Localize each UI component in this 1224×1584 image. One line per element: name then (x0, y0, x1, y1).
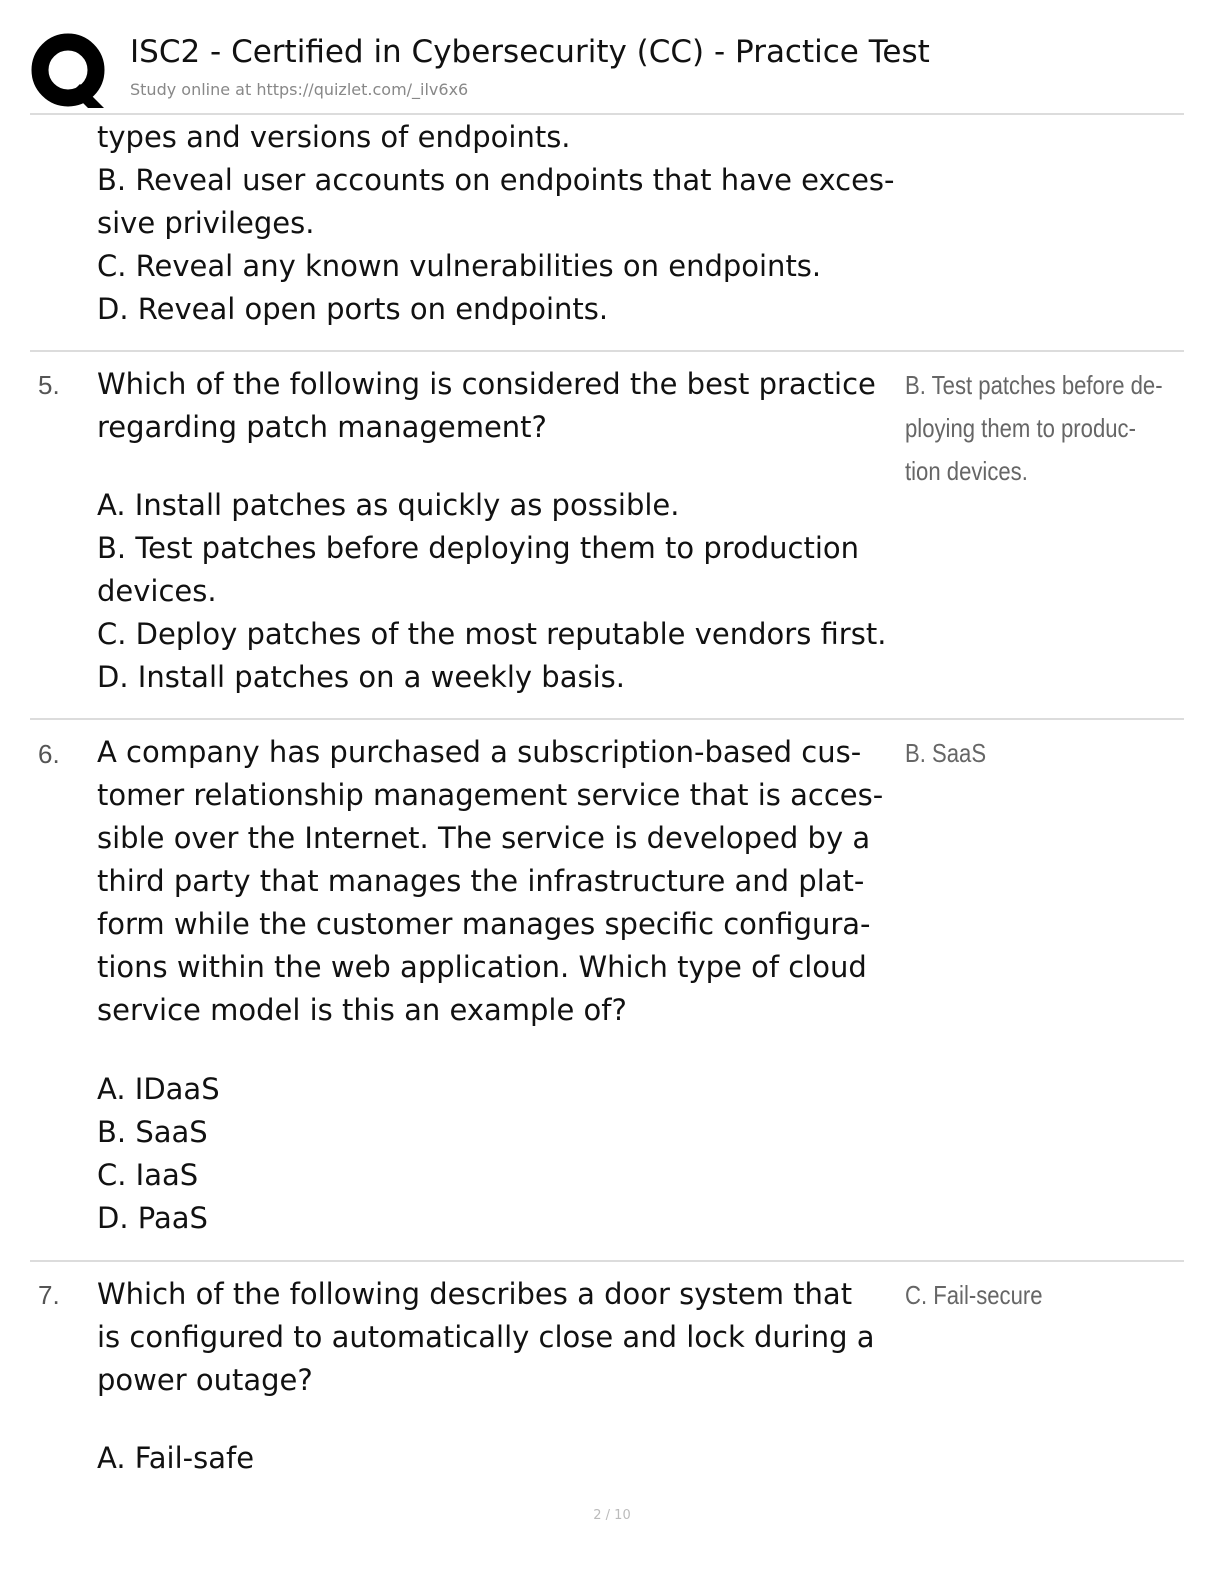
question-line: service model is this an example of? (97, 993, 627, 1027)
divider (30, 113, 1184, 115)
option-line: A. IDaaS (97, 1072, 220, 1106)
answer-line: ploying them to produc- (905, 413, 1136, 443)
question-line: third party that manages the infrastructure and plat- (97, 864, 865, 898)
divider (30, 1260, 1184, 1262)
option-line: A. Install patches as quickly as possible. (97, 488, 680, 522)
question-number: 6. (38, 739, 60, 769)
question-line: Which of the following describes a door system that (97, 1277, 853, 1311)
answer-text (905, 364, 1163, 493)
question-number: 7. (38, 1280, 60, 1310)
option-line: B. Test patches before deploying them to production (97, 531, 860, 565)
option-line: C. Reveal any known vulnerabilities on endpoints. (97, 249, 822, 283)
question-options (97, 1437, 897, 1480)
question-number: 5. (38, 370, 60, 400)
question-line: form while the customer manages specific configura- (97, 907, 871, 941)
page-header (30, 28, 1190, 114)
option-line: A. Fail-safe (97, 1441, 255, 1475)
answer-text (905, 1274, 1143, 1317)
answer-line: B. Test patches before de- (905, 370, 1163, 400)
answer-line: tion devices. (905, 456, 1028, 486)
option-line: B. Reveal user accounts on endpoints that have exces- (97, 163, 895, 197)
quizlet-logo-icon (30, 32, 110, 112)
study-online-link[interactable]: Study online at https://quizlet.com/_ilv6x6 (130, 80, 469, 99)
question-options (97, 1068, 897, 1240)
option-line: types and versions of endpoints. (97, 120, 571, 154)
option-line: D. PaaS (97, 1201, 208, 1235)
continued-question-options (97, 116, 897, 331)
question-line: tions within the web application. Which type of cloud (97, 950, 867, 984)
document-title: ISC2 - Certified in Cybersecurity (CC) - Practice Test (130, 34, 930, 70)
option-line: C. IaaS (97, 1158, 199, 1192)
question-line: sible over the Internet. The service is developed by a (97, 821, 871, 855)
answer-text (905, 732, 1143, 775)
option-line: B. SaaS (97, 1115, 208, 1149)
page-number: 2 / 10 (593, 1508, 631, 1523)
divider (30, 350, 1184, 352)
option-line: devices. (97, 574, 217, 608)
question-line: regarding patch management? (97, 410, 547, 444)
answer-line: C. Fail-secure (905, 1280, 1043, 1310)
question-line: Which of the following is considered the best practice (97, 367, 876, 401)
question-line: A company has purchased a subscription-based cus- (97, 735, 862, 769)
divider (30, 718, 1184, 720)
question-line: tomer relationship management service that is acces- (97, 778, 884, 812)
option-line: C. Deploy patches of the most reputable vendors first. (97, 617, 887, 651)
question-text (97, 1273, 897, 1402)
option-line: D. Install patches on a weekly basis. (97, 660, 625, 694)
question-options (97, 484, 897, 699)
question-text (97, 731, 897, 1032)
answer-line: B. SaaS (905, 738, 987, 768)
option-line: D. Reveal open ports on endpoints. (97, 292, 609, 326)
question-line: is configured to automatically close and lock during a (97, 1320, 875, 1354)
question-line: power outage? (97, 1363, 313, 1397)
question-text (97, 363, 897, 449)
option-line: sive privileges. (97, 206, 315, 240)
